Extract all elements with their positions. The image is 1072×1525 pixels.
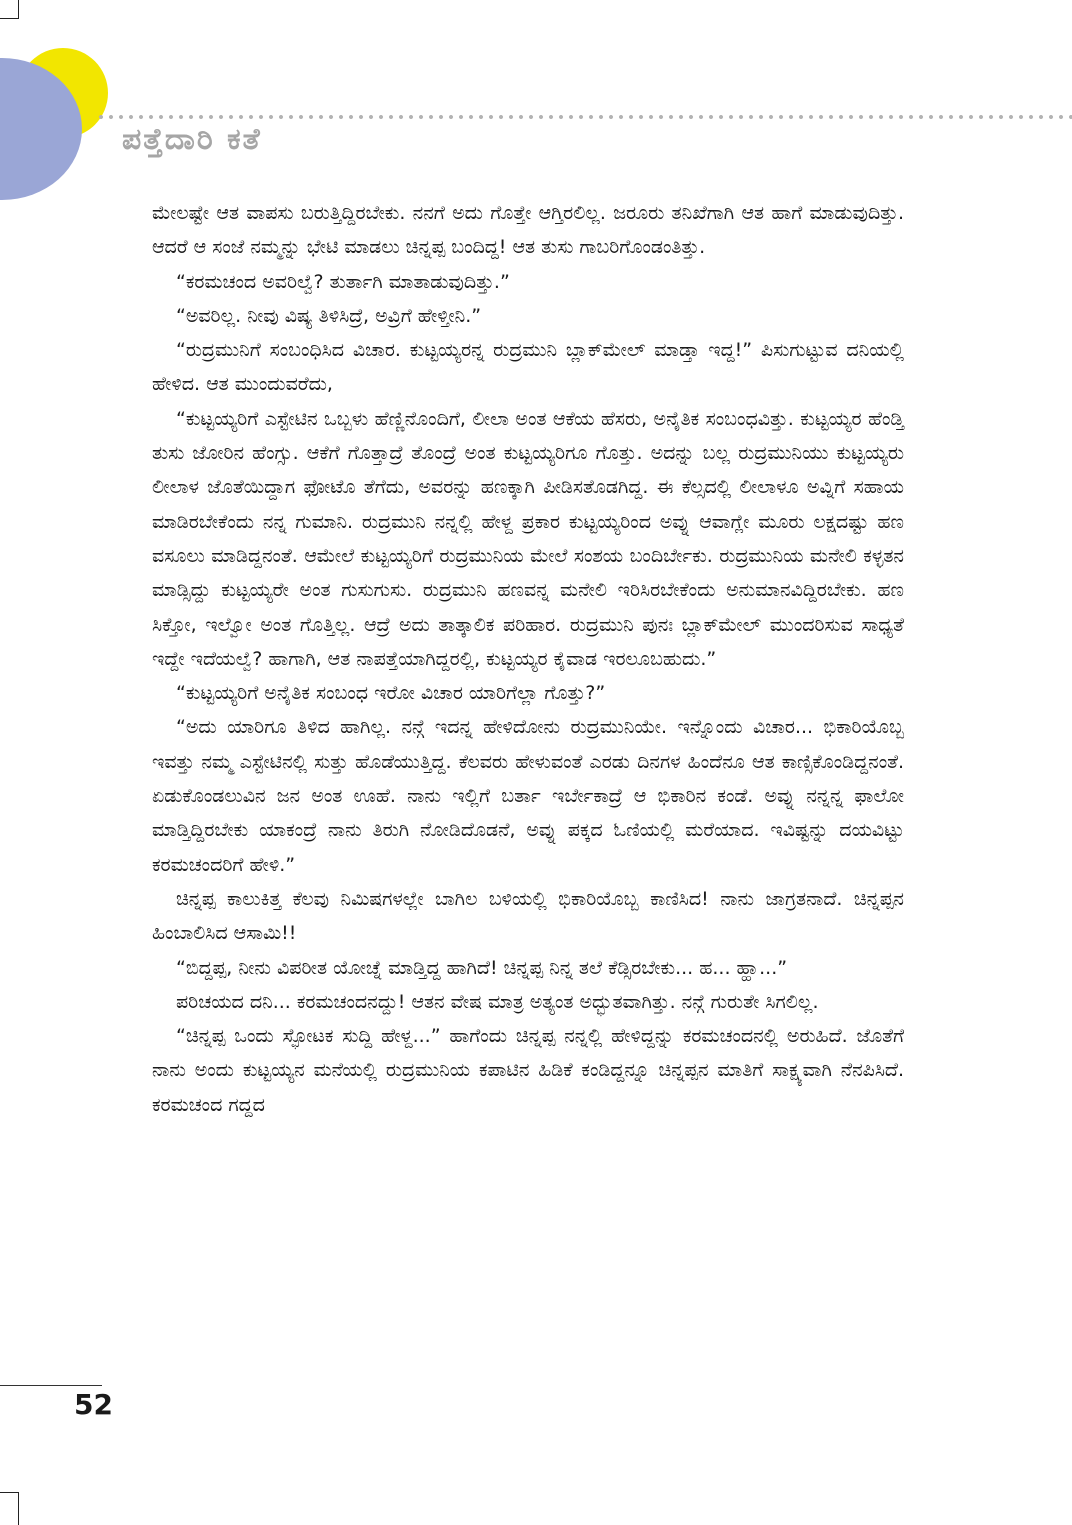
paragraph: ಚಿನ್ನಪ್ಪ ಕಾಲುಕಿತ್ತ ಕೆಲವು ನಿಮಿಷಗಳಲ್ಲೇ ಬಾಗಿಲ ಬಳಿಯಲ್ಲಿ ಭಿಕಾರಿಯೊಬ್ಬ ಕಾಣಿಸಿದ! ನಾನು ಜಾಗ್ರತನಾದೆ. ಚಿನ್ನಪ್ಪನ ಹಿಂಬಾಲಿಸಿದ ಆಸಾಮಿ!! — [152, 887, 904, 945]
paragraph: “ಚಿನ್ನಪ್ಪ ಒಂದು ಸ್ಫೋಟಕ ಸುದ್ದಿ ಹೇಳ್ದ...” ಹಾಗೆಂದು ಚಿನ್ನಪ್ಪ ನನ್ನಲ್ಲಿ ಹೇಳಿದ್ದನ್ನು ಕರಮಚಂದನಲ್ಲಿ ಅರುಹಿದೆ. ಜೊತೆಗೆ ನಾನು ಅಂದು ಕುಟ್ಟಯ್ಯನ ಮನೆಯಲ್ಲಿ ರುದ್ರಮುನಿಯ ಕಪಾಟಿನ ಹಿಡಿಕೆ ಕಂಡಿದ್ದನ್ನೂ ಚಿನ್ನಪ್ಪನ ಮಾತಿಗೆ ಸಾಕ್ಷ್ಯವಾಗಿ ನೆನಪಿಸಿದೆ. ಕರಮಚಂದ ಗದ್ದದ — [152, 1025, 904, 1116]
paragraph: “ಅವರಿಲ್ಲ. ನೀವು ವಿಷ್ಯ ತಿಳಿಸಿದ್ರೆ, ಅವ್ರಿಗೆ ಹೇಳ್ತೀನಿ.” — [176, 304, 482, 327]
crop-mark-bottom-h — [0, 1492, 19, 1493]
crop-mark-top-v — [18, 0, 19, 18]
paragraph: “ಕುಟ್ಟಯ್ಯರಿಗೆ ಅನೈತಿಕ ಸಂಬಂಧ ಇರೋ ವಿಚಾರ ಯಾರಿಗೆಲ್ಲಾ ಗೊತ್ತು?” — [176, 682, 606, 705]
paragraph: “ಕರಮಚಂದ ಅವರಿಲ್ವೆ? ತುರ್ತಾಗಿ ಮಾತಾಡುವುದಿತ್ತು.” — [176, 270, 510, 293]
paragraph: ಪರಿಚಯದ ದನಿ... ಕರಮಚಂದನದ್ದು! ಆತನ ವೇಷ ಮಾತ್ರ ಅತ್ಯಂತ ಅದ್ಭುತವಾಗಿತ್ತು. ನನ್ಗೆ ಗುರುತೇ ಸಿಗಲಿಲ್ಲ. — [176, 990, 819, 1013]
paragraph: “ಅದು ಯಾರಿಗೂ ತಿಳಿದ ಹಾಗಿಲ್ಲ. ನನ್ಗೆ ಇದನ್ನ ಹೇಳಿದೋನು ರುದ್ರಮುನಿಯೇ. ಇನ್ನೊಂದು ವಿಚಾರ... ಭಿಕಾರಿಯೊಬ್ಬ ಇವತ್ತು ನಮ್ಮ ಎಸ್ಟೇಟಿನಲ್ಲಿ ಸುತ್ತು ಹೊಡೆಯುತ್ತಿದ್ದ. ಕೆಲವರು ಹೇಳುವಂತೆ ಎರಡು ದಿನಗಳ ಹಿಂದೆನೂ ಆತ ಕಾಣ್ಸಿಕೊಂಡಿದ್ದನಂತೆ. ಏಡುಕೊಂಡಲುವಿನ ಜನ ಅಂತ ಊಹೆ. ನಾನು ಇಲ್ಲಿಗೆ ಬರ್ತಾ ಇರ್ಬೇಕಾದ್ರೆ ಆ ಭಿಕಾರಿನ ಕಂಡೆ. ಅವ್ನು ನನ್ನನ್ನ ಫಾಲೋ ಮಾಡ್ತಿದ್ದಿರಬೇಕು ಯಾಕಂದ್ರೆ ನಾನು ತಿರುಗಿ ನೋಡಿದೊಡನೆ, ಅವ್ನು ಪಕ್ಕದ ಓಣಿಯಲ್ಲಿ ಮರೆಯಾದ. ಇವಿಷ್ಟನ್ನು ದಯವಿಟ್ಟು ಕರಮಚಂದರಿಗೆ ಹೇಳಿ.” — [152, 716, 904, 876]
paragraph: “ರುದ್ರಮುನಿಗೆ ಸಂಬಂಧಿಸಿದ ವಿಚಾರ. ಕುಟ್ಟಯ್ಯರನ್ನ ರುದ್ರಮುನಿ ಬ್ಲಾಕ್‌ಮೇಲ್ ಮಾಡ್ತಾ ಇದ್ದ!” ಪಿಸುಗುಟ್ಟುವ ದನಿಯಲ್ಲಿ ಹೇಳಿದ. ಆತ ಮುಂದುವರೆದು, — [152, 339, 904, 396]
paragraph: “ಕುಟ್ಟಯ್ಯರಿಗೆ ಎಸ್ಟೇಟಿನ ಒಬ್ಬಳು ಹೆಣ್ಣಿನೊಂದಿಗೆ, ಲೀಲಾ ಅಂತ ಆಕೆಯ ಹೆಸರು, ಅನೈತಿಕ ಸಂಬಂಧವಿತ್ತು. ಕುಟ್ಟಯ್ಯರ ಹೆಂಡ್ತಿ ತುಸು ಜೋರಿನ ಹೆಂಗ್ಸು. ಆಕೆಗೆ ಗೊತ್ತಾದ್ರೆ ತೊಂದ್ರೆ ಅಂತ ಕುಟ್ಟಯ್ಯರಿಗೂ ಗೊತ್ತು. ಅದನ್ನು ಬಲ್ಲ ರುದ್ರಮುನಿಯು ಕುಟ್ಟಯ್ಯರು ಲೀಲಾಳ ಜೊತೆಯಿದ್ದಾಗ ಫೋಟೊ ತೆಗೆದು, ಅವರನ್ನು ಹಣಕ್ಕಾಗಿ ಪೀಡಿಸತೊಡಗಿದ್ದ. ಈ ಕೆಲ್ಸದಲ್ಲಿ ಲೀಲಾಳೂ ಅವ್ನಿಗೆ ಸಹಾಯ ಮಾಡಿರಬೇಕೆಂದು ನನ್ನ ಗುಮಾನಿ. ರುದ್ರಮುನಿ ನನ್ನಲ್ಲಿ ಹೇಳ್ದ ಪ್ರಕಾರ ಕುಟ್ಟಯ್ಯರಿಂದ ಅವ್ನು ಆವಾಗ್ಲೇ ಮೂರು ಲಕ್ಷದಷ್ಟು ಹಣ ವಸೂಲು ಮಾಡಿದ್ದನಂತೆ. ಆಮೇಲೆ ಕುಟ್ಟಯ್ಯರಿಗೆ ರುದ್ರಮುನಿಯ ಮೇಲೆ ಸಂಶಯ ಬಂದಿರ್ಬೇಕು. ರುದ್ರಮುನಿಯ ಮನೇಲಿ ಕಳ್ಳತನ ಮಾಡ್ಸಿದ್ದು ಕುಟ್ಟಯ್ಯರೇ ಅಂತ ಗುಸುಗುಸು. ರುದ್ರಮುನಿ ಹಣವನ್ನ ಮನೇಲಿ ಇರಿಸಿರಬೇಕೆಂದು ಅನುಮಾನವಿದ್ದಿರಬೇಕು. ಹಣ ಸಿಕ್ತೋ, ಇಲ್ವೋ ಅಂತ ಗೊತ್ತಿಲ್ಲ. ಆದ್ರೆ ಅದು ತಾತ್ಕಾಲಿಕ ಪರಿಹಾರ. ರುದ್ರಮುನಿ ಪುನಃ ಬ್ಲಾಕ್‌ಮೇಲ್ ಮುಂದರಿಸುವ ಸಾಧ್ಯತೆ ಇದ್ದೇ ಇದೆಯಲ್ವೆ? ಹಾಗಾಗಿ, ಆತ ನಾಪತ್ತೆಯಾಗಿದ್ದರಲ್ಲಿ, ಕುಟ್ಟಯ್ಯರ ಕೈವಾಡ ಇರಲೂಬಹುದು.” — [152, 407, 904, 670]
paragraph: “ಬಿದ್ದಪ್ಪ, ನೀನು ವಿಪರೀತ ಯೋಚ್ನೆ ಮಾಡ್ತಿದ್ದ ಹಾಗಿದೆ! ಚಿನ್ನಪ್ಪ ನಿನ್ನ ತಲೆ ಕೆಡ್ಸಿರಬೇಕು... ಹ... ಹ್ಹಾ...” — [176, 956, 788, 979]
body-text — [152, 196, 904, 1122]
page-number: 52 — [74, 1388, 113, 1421]
paragraph: ಮೇಲಷ್ಟೇ ಆತ ವಾಪಸು ಬರುತ್ತಿದ್ದಿರಬೇಕು. ನನಗೆ ಅದು ಗೊತ್ತೇ ಆಗ್ತಿರಲಿಲ್ಲ. ಜರೂರು ತನಿಖೆಗಾಗಿ ಆತ ಹಾಗೆ ಮಾಡುವುದಿತ್ತು. ಆದರೆ ಆ ಸಂಜೆ ನಮ್ಮನ್ನು ಭೇಟಿ ಮಾಡಲು ಚಿನ್ನಪ್ಪ ಬಂದಿದ್ದ! ಆತ ತುಸು ಗಾಬರಿಗೊಂಡಂತಿತ್ತು. — [152, 202, 904, 259]
section-title: ಪತ್ತೆದಾರಿ ಕತೆ — [122, 122, 262, 157]
crop-mark-top-h — [0, 18, 19, 19]
footer-rule — [0, 1385, 102, 1386]
crop-mark-bottom-v — [18, 1492, 19, 1525]
